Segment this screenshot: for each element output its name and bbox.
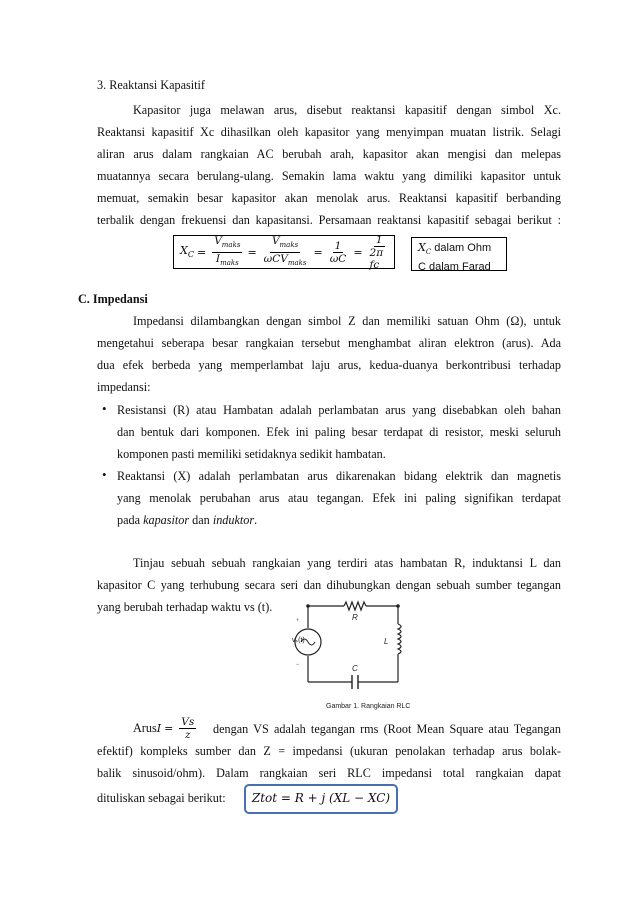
bullet-2-line-1: Reaktansi (X) adalah perlambatan arus dikarenakan bidang elektrik dan magnetis	[117, 469, 561, 483]
formula-fraction-2: $\frac{V_{maks}}{\omega CV_{maks}}$	[263, 235, 307, 267]
bullet-2-line-2: yang menolak perubahan arus atau tegangan. Efek ini paling signifikan terdapat	[117, 491, 561, 505]
arus-eq-lhs: I	[156, 722, 162, 735]
legend-line-1: $X_C$ dalam Ohm	[418, 241, 492, 257]
bullet-2-line-3: pada kapasitor dan induktor.	[117, 513, 258, 527]
bullet-dot-1: •	[102, 401, 107, 416]
section-c-heading: C. Impedansi	[78, 292, 148, 306]
section-3-line-3: aliran arus dalam rangkaian AC berubah arah, kapasitor akan mengisi dan melepas	[97, 147, 561, 161]
resistor-label: R	[352, 613, 358, 622]
section-3-heading: 3. Reaktansi Kapasitif	[97, 78, 205, 92]
formula-fraction-3: $\frac{1}{\omega C}$	[329, 239, 347, 265]
section-c-line-3: dua efek berbeda yang memperlambat laju arus, kedua-duanya berkontribusi terhadap	[97, 358, 561, 372]
formula-lhs-sub: C	[187, 250, 194, 260]
circuit-line-3: yang berubah terhadap waktu vs (t).	[97, 600, 273, 614]
capacitor-label: C	[352, 664, 358, 673]
formula-fraction-4: $\frac{1}{\text{2π fc}}$	[369, 233, 384, 271]
arus-line-1-rest: dengan VS adalah tegangan rms (Root Mean Square atau Tegangan	[213, 722, 561, 736]
section-c-line-2: mengetahui seberapa besar rangkaian tersebut menghambat aliran elektron (arus). Ada	[97, 336, 561, 350]
arus-line-1-start: Arus I = $\frac{Vs}{z}$	[133, 716, 195, 741]
inductor-symbol	[398, 624, 401, 654]
section-3-line-4: muatannya secara berulang-ulang. Semakin lama waktu yang dimiliki kapasitor untuk	[97, 169, 561, 183]
arus-line-2: efektif) kompleks sumber dan Z = impedansi (ukuran penolakan terhadap arus bolak-	[97, 744, 561, 758]
inductor-label: L	[384, 637, 389, 646]
arus-line-3: balik sinusoid/ohm). Dalam rangkaian seri RLC impedansi total rangkaian dapat	[97, 766, 561, 780]
bullet-dot-2: •	[102, 467, 107, 482]
bullet-1-line-1: Resistansi (R) atau Hambatan adalah perlambatan arus yang disebabkan oleh bahan	[117, 403, 561, 417]
section-3-line-6: terbalik dengan frekuensi dan kapasitansi. Persamaan reaktansi kapasitif sebagai berikut :	[97, 213, 561, 227]
section-c-line-1: Impedansi dilambangkan dengan simbol Z dan memiliki satuan Ohm (Ω), untuk	[133, 314, 561, 328]
units-legend	[411, 237, 507, 274]
formula-fraction-1: $\frac{V_{maks}}{I_{maks}}$	[214, 235, 241, 267]
reactance-formula: $X_C$ = $\frac{V_{maks}}{I_{maks}}$ = $\frac{V_{maks}}{\omega CV_{maks}}$ = $\frac{1}{\omega C}$ = $\frac{1}{\text{2π fc}}$	[173, 235, 395, 269]
section-3-line-5: memuat, semakin besar kapasitor akan menolak arus. Reaktansi kapasitif berbanding	[97, 191, 561, 205]
circuit-line-1: Tinjau sebuah sebuah rangkaian yang terdiri atas hambatan R, induktansi L dan	[133, 556, 561, 570]
bullet-1-line-3: komponen pasti memiliki setidaknya sedikit hambatan.	[117, 447, 386, 461]
rlc-circuit-figure	[292, 594, 410, 712]
resistor-symbol	[344, 602, 366, 610]
arus-fraction: $\frac{Vs}{z}$	[181, 716, 195, 741]
source-label: vₛ(t)	[292, 637, 305, 644]
formula-lhs: X	[180, 244, 188, 258]
section-3-line-2: Reaktansi kapasitif Xc dihasilkan oleh kapasitor yang menyimpan muatan listrik. Selagi	[97, 125, 561, 139]
svg-text:−: −	[296, 662, 300, 668]
circuit-line-2: kapasitor C yang terhubung secara seri dan dihubungkan dengan sebuah sumber tegangan	[97, 578, 561, 592]
figure-caption: Gambar 1. Rangkaian RLC	[326, 703, 410, 710]
ztot-formula: Ztot = R + j (XL − XC)	[251, 791, 391, 805]
section-3-line-1: Kapasitor juga melawan arus, disebut reaktansi kapasitif dengan simbol Xc.	[133, 103, 561, 117]
section-c-line-4: impedansi:	[97, 380, 151, 394]
ztot-formula-box	[244, 784, 398, 814]
arus-line-4: dituliskan sebagai berikut:	[97, 791, 226, 805]
svg-text:+: +	[296, 618, 300, 624]
bullet-1-line-2: dan bentuk dari komponen. Efek ini paling besar terdapat di resistor, meski seluruh	[117, 425, 561, 439]
legend-line-2: C dalam Farad	[418, 261, 491, 274]
arus-word: Arus	[133, 721, 157, 735]
capacitor-symbol	[352, 675, 358, 689]
